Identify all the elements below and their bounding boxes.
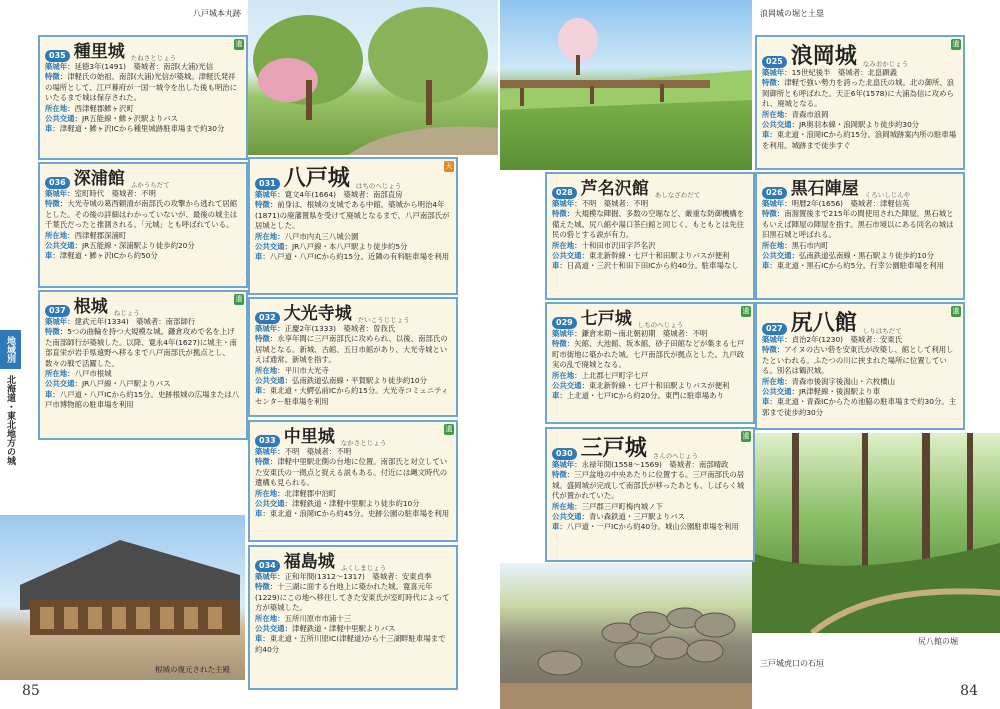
info-label: 公共交通： xyxy=(762,251,799,261)
castle-info-line xyxy=(255,509,451,519)
castle-header xyxy=(45,295,241,317)
castle-name: 福島城 xyxy=(283,552,335,572)
castle-header xyxy=(762,40,958,68)
castle-info-line xyxy=(255,232,451,242)
castle-info-line xyxy=(45,62,241,72)
castle-info-line xyxy=(255,447,451,457)
info-label: 築城年： xyxy=(762,68,792,77)
castle-card xyxy=(248,297,458,417)
info-value: 東北新幹線・七戸十和田駅よりバスが便利 xyxy=(588,381,730,391)
info-label: 所在地： xyxy=(552,370,582,380)
castle-info-line xyxy=(255,582,451,613)
castle-header xyxy=(762,307,958,335)
info-value: JR奥羽本線・浪岡駅より徒歩約30分 xyxy=(798,120,920,130)
info-label: 築城年： xyxy=(552,460,582,469)
info-value: JR八戸線・八戸駅よりバス xyxy=(81,379,171,389)
castle-tag-badge: 遺 xyxy=(952,40,960,48)
info-label: 公共交通： xyxy=(45,379,82,389)
caption-shirihachi: 尻八館の堀 xyxy=(918,637,958,646)
castle-reading: なかさとじょう xyxy=(340,439,387,447)
castle-info-line xyxy=(45,114,241,124)
castle-info-line xyxy=(255,634,451,655)
info-value: 青森市浪岡 xyxy=(791,109,829,119)
info-value: 平川市大光寺 xyxy=(284,365,329,375)
info-label: 公共交通： xyxy=(552,381,589,391)
castle-info-line xyxy=(45,104,241,114)
info-label: 車： xyxy=(762,397,777,407)
info-label: 所在地： xyxy=(255,231,285,241)
castle-info-line xyxy=(45,199,241,230)
info-value: 十和田市沢田字芦名沢 xyxy=(581,240,656,250)
info-value: 西津軽郡鰺ヶ沢町 xyxy=(74,103,134,113)
castle-number-badge: 025 xyxy=(762,56,787,68)
info-label: 特徴： xyxy=(45,327,68,337)
info-value: アイヌの古い砦を安東氏が改築し、館として利用したといわれる。ふたつの川に挟まれた場所に位置している。別名は鶴沢城。 xyxy=(762,345,954,376)
info-value: 八戸市根城 xyxy=(74,369,112,379)
castle-number-badge: 027 xyxy=(762,323,787,335)
castle-reading: あしなざわだて xyxy=(654,191,701,199)
info-label: 特徴： xyxy=(762,209,785,219)
castle-card xyxy=(248,157,458,295)
hall-illustration xyxy=(0,515,245,680)
info-value: 黒石市内町 xyxy=(791,240,829,250)
info-value: 津軽氏の始祖、南部(大浦)光信が築城。津軽氏発祥の場所として、江戸幕府が一国一城令を出した後も明治にいたるまで城は保存された。 xyxy=(45,72,238,103)
castle-tag-badge: 遺 xyxy=(742,307,750,315)
castle-info-line xyxy=(45,241,241,251)
castle-info-line xyxy=(762,377,958,387)
castle-name: 深浦館 xyxy=(73,169,125,189)
info-value: 5つの曲輪を持つ大規模な城。鎌倉攻めで名を上げた南部師行が築城した。以降、寛永4年(1627)に城主・南部直栄が岩手県遠野へ移るまで八戸南部氏が拠点とし、数々の戦で活躍した。 xyxy=(45,327,237,368)
castle-info-line xyxy=(552,241,748,251)
castle-info-line xyxy=(255,366,451,376)
castle-info-line xyxy=(45,369,241,379)
castle-info-line xyxy=(762,397,958,418)
castle-info-line xyxy=(762,78,958,109)
castle-info-line xyxy=(255,624,451,634)
castle-card xyxy=(755,172,965,300)
info-label: 車： xyxy=(45,124,60,134)
castle-info-line xyxy=(552,199,748,209)
info-label: 公共交通： xyxy=(255,624,292,634)
castle-info-line xyxy=(762,345,958,376)
castle-info-line xyxy=(255,457,451,488)
photo-shirihachi-moat xyxy=(752,433,1000,633)
info-value: 三戸郡三戸町梅内城ノ下 xyxy=(581,501,663,511)
info-label: 特徴： xyxy=(255,457,278,467)
info-label: 特徴： xyxy=(762,345,785,355)
castle-info-line xyxy=(762,261,958,271)
info-label: 特徴： xyxy=(552,339,575,349)
info-label: 特徴： xyxy=(255,582,278,592)
castle-number-badge: 031 xyxy=(255,178,280,190)
info-value: 東北道・大鰐弘前ICから約15分。大光寺コミュニティセンター駐車場を利用 xyxy=(255,386,449,406)
info-label: 築城年： xyxy=(255,572,285,581)
castle-header xyxy=(552,432,748,460)
photo-namioka-moat xyxy=(500,0,752,170)
info-label: 車： xyxy=(552,261,567,271)
info-label: 築城年： xyxy=(255,324,285,333)
info-value: 東北道・五所川原IC(津軽道)から十三湖畔駐車場まで約40分 xyxy=(255,634,446,654)
info-value: 津軽鉄道・津軽中里駅よりバス xyxy=(291,624,396,634)
castle-card xyxy=(545,172,755,300)
castle-number-badge: 036 xyxy=(45,177,70,189)
info-value: 青い森鉄道・三戸駅よりバス xyxy=(588,512,686,522)
info-label: 公共交通： xyxy=(552,251,589,261)
castle-info-line xyxy=(552,522,748,532)
info-label: 車： xyxy=(45,389,60,399)
castle-card xyxy=(38,290,248,440)
castle-card xyxy=(545,302,755,424)
castle-info-line xyxy=(45,327,241,369)
castle-info-line xyxy=(762,335,958,345)
info-label: 車： xyxy=(762,261,777,271)
castle-tag-badge: 遺 xyxy=(445,425,453,433)
stones-illustration xyxy=(500,563,752,709)
castle-info-line xyxy=(45,379,241,389)
castle-number-badge: 034 xyxy=(255,560,280,572)
info-label: 築城年： xyxy=(255,190,285,199)
info-value: 上北郡七戸町字七戸 xyxy=(581,370,649,380)
castle-tag-badge: 遺 xyxy=(742,432,750,440)
side-tab-area: 北海道・東北地方の城 xyxy=(5,375,15,465)
info-value: 津軽で強い勢力を誇った北畠氏の城。北の御所、浪岡御所とも呼ばれた。天正6年(1578)に大浦為信に攻められ、廃城となる。 xyxy=(762,78,955,109)
info-label: 築城年： xyxy=(552,199,582,208)
castle-info-line xyxy=(552,209,748,240)
info-label: 公共交通： xyxy=(762,120,799,130)
castle-tag-badge: 天 xyxy=(445,162,453,170)
info-label: 特徴： xyxy=(255,200,278,210)
info-label: 公共交通： xyxy=(552,512,589,522)
castle-info-line xyxy=(762,251,958,261)
info-label: 特徴： xyxy=(552,209,575,219)
info-value: JR津軽線・後潟駅より車 xyxy=(798,387,881,397)
info-value: 貞治2年(1230) 築城者：安東氏 xyxy=(791,335,903,344)
castle-reading: ふかうらだて xyxy=(130,181,170,189)
castle-info-line xyxy=(762,241,958,251)
info-value: 正和年間(1312～1317) 築城者：安東貞季 xyxy=(284,572,432,581)
castle-reading: たねさとじょう xyxy=(130,54,177,62)
info-value: 15世紀後半 築城者：北畠顕義 xyxy=(791,68,898,77)
side-tab-region[interactable]: 地域別 xyxy=(0,330,21,369)
info-value: 東北道・浪岡ICから約45分。史跡公園の駐車場を利用 xyxy=(269,509,450,519)
info-value: 大規模な陣掘、多数の空堀など、厳重な防御機構を備えた城。尻八館や湯口茶臼館と同じく、もともとは先住民の砦とする説が有力。 xyxy=(552,209,745,240)
castle-card xyxy=(545,427,755,562)
castle-name: 黒石陣屋 xyxy=(790,179,859,199)
info-label: 公共交通： xyxy=(255,499,292,509)
castle-info-line xyxy=(552,391,748,401)
castle-reading: ふくしまじょう xyxy=(340,564,387,572)
info-value: JR五能線・深浦駅より徒歩約20分 xyxy=(81,241,195,251)
info-label: 車： xyxy=(552,391,567,401)
info-label: 公共交通： xyxy=(762,387,799,397)
castle-name: 中里城 xyxy=(283,427,335,447)
castle-header xyxy=(255,425,451,447)
caption-namioka: 浪岡城の堀と土塁 xyxy=(760,9,824,18)
castle-info-line xyxy=(255,242,451,252)
castle-info-line xyxy=(552,329,748,339)
castle-card xyxy=(248,545,458,690)
castle-number-badge: 030 xyxy=(552,448,577,460)
castle-info-line xyxy=(552,371,748,381)
info-value: 五所川原市市浦十三 xyxy=(284,613,352,623)
info-value: 室町時代 築城者：不明 xyxy=(74,189,156,198)
info-value: 青森市後潟字後潟山・六枚橋山 xyxy=(791,376,896,386)
castle-header xyxy=(255,302,451,324)
castle-info-line xyxy=(255,386,451,407)
info-label: 車： xyxy=(255,634,270,644)
castle-info-line xyxy=(255,572,451,582)
info-value: 正慶2年(1333) 築城者：曽我氏 xyxy=(284,324,396,333)
castle-number-badge: 037 xyxy=(45,305,70,317)
info-value: 東北道・黒石ICから約5分。行幸公園駐車場を利用 xyxy=(776,261,945,271)
castle-info-line xyxy=(762,120,958,130)
castle-card xyxy=(38,35,248,160)
castle-name: 尻八館 xyxy=(790,310,857,336)
castle-reading: はちのへじょう xyxy=(355,182,402,190)
castle-name: 根城 xyxy=(73,297,108,317)
info-value: 大光寺城の葛西頼清が南部氏の攻撃から逃れて居館とした。その後の詳細はわかっていないが、最後の城主は千葉氏だったと推測される。「元城」とも呼ばれている。 xyxy=(45,199,238,230)
castle-name: 八戸城 xyxy=(283,165,350,191)
castle-name: 種里城 xyxy=(73,42,125,62)
info-label: 所在地： xyxy=(255,365,285,375)
info-value: 鎌倉末期～南北朝初期 築城者：不明 xyxy=(581,329,708,338)
info-value: 上北道・七戸ICから約20分。東門に駐車場あり xyxy=(566,391,724,401)
info-label: 所在地： xyxy=(762,376,792,386)
info-label: 所在地： xyxy=(552,501,582,511)
info-label: 築城年： xyxy=(762,335,792,344)
castle-info-line xyxy=(762,68,958,78)
info-value: 東北新幹線・七戸十和田駅よりバスが便利 xyxy=(588,251,730,261)
info-label: 車： xyxy=(762,130,777,140)
info-label: 公共交通： xyxy=(45,241,82,251)
caption-sannohe: 三戸城虎口の石垣 xyxy=(760,659,824,668)
info-label: 所在地： xyxy=(762,240,792,250)
photo-hachinohe-castle xyxy=(248,0,498,155)
info-label: 所在地： xyxy=(762,109,792,119)
castle-info-line xyxy=(255,334,451,365)
info-value: 永禄年間(1558～1569) 築城者：南部晴政 xyxy=(581,460,729,469)
info-label: 所在地： xyxy=(552,240,582,250)
info-value: 東北道・浪岡ICから約15分。浪岡城跡案内所の駐車場を利用。城跡まで徒歩すぐ xyxy=(762,130,957,150)
photo-nejo-main-hall xyxy=(0,515,245,680)
forest-illustration xyxy=(752,433,1000,633)
info-label: 公共交通： xyxy=(255,242,292,252)
castle-info-line xyxy=(552,512,748,522)
castle-name: 三戸城 xyxy=(580,435,647,461)
castle-info-line xyxy=(552,339,748,370)
page-number-left: 85 xyxy=(22,683,40,699)
info-value: 弘南鉄道弘南線・平賀駅より徒歩約10分 xyxy=(291,376,428,386)
info-value: 永享年間に三戸南部氏に攻められ、以後、南部氏の居城となる。新城、古館、五日市館があり、大光寺城といえば通常、新城を指す。 xyxy=(255,334,448,365)
castle-reading: なみおかじょう xyxy=(862,60,909,68)
castle-number-badge: 035 xyxy=(45,50,70,62)
info-value: 北津軽郡中泊町 xyxy=(284,488,337,498)
info-value: 明暦2年(1656) 築城者：津軽信英 xyxy=(791,199,910,208)
castle-info-line xyxy=(45,251,241,261)
castle-info-line xyxy=(762,199,958,209)
castle-reading: さんのへじょう xyxy=(652,452,699,460)
region-side-tab[interactable] xyxy=(0,330,22,471)
castle-number-badge: 032 xyxy=(255,312,280,324)
castle-info-line xyxy=(45,317,241,327)
info-label: 特徴： xyxy=(552,470,575,480)
caption-nejo: 根城の復元された主殿 xyxy=(155,665,230,674)
castle-info-line xyxy=(255,489,451,499)
castle-info-line xyxy=(255,614,451,624)
castle-number-badge: 033 xyxy=(255,435,280,447)
castle-card xyxy=(248,420,458,542)
castle-info-line xyxy=(255,252,451,262)
info-label: 車： xyxy=(255,386,270,396)
info-label: 特徴： xyxy=(762,78,785,88)
info-value: 西津軽郡深浦町 xyxy=(74,230,127,240)
info-value: 八戸道・八戸ICから約15分。近隣の有料駐車場を利用 xyxy=(269,252,450,262)
castle-info-line xyxy=(45,189,241,199)
info-value: 津軽鉄道・津軽中里駅より徒歩約10分 xyxy=(291,499,420,509)
castle-info-line xyxy=(45,72,241,103)
info-value: 南溜置後まで215年の間使用された陣屋。黒石城ともいえば陣屋の陣屋を指す。黒石市境以にある同名の城は旧黒石城と呼ばれる。 xyxy=(762,209,954,240)
info-label: 所在地： xyxy=(45,369,75,379)
castle-info-line xyxy=(552,460,748,470)
castle-reading: しりはちだて xyxy=(862,327,902,335)
castle-card xyxy=(755,302,965,430)
info-label: 築城年： xyxy=(762,199,792,208)
info-value: 十三湖に面する台地上に築かれた城。寛喜元年(1229)にこの地へ移住してきた安東氏が室町時代によって方が築城した。 xyxy=(255,582,450,613)
info-value: 東北道・青森ICからため池脇の駐車場まで約30分。主郭まで徒歩約30分 xyxy=(762,397,957,417)
photo-sannohe-stonewall xyxy=(500,563,752,709)
castle-header xyxy=(552,177,748,199)
castle-info-line xyxy=(45,124,241,134)
info-label: 築城年： xyxy=(45,62,75,71)
castle-name: 芦名沢館 xyxy=(580,179,649,199)
info-value: 不明 築城者：不明 xyxy=(581,199,649,208)
castle-card xyxy=(38,162,248,288)
info-label: 公共交通： xyxy=(255,376,292,386)
info-label: 築城年： xyxy=(45,317,75,326)
info-value: 八戸市内丸三八城公園 xyxy=(284,231,359,241)
castle-name: 浪岡城 xyxy=(790,43,857,69)
info-label: 築城年： xyxy=(552,329,582,338)
castle-reading: ねじょう xyxy=(113,309,140,317)
info-label: 所在地： xyxy=(45,103,75,113)
info-label: 公共交通： xyxy=(45,114,82,124)
info-value: 寛文4年(1664) 築城者：南部直房 xyxy=(284,190,403,199)
castle-info-line xyxy=(255,190,451,200)
info-value: JR八戸線・本八戸駅より徒歩約5分 xyxy=(291,242,408,252)
castle-header xyxy=(45,167,241,189)
castle-reading: しちのへじょう xyxy=(637,321,684,329)
castle-info-line xyxy=(45,231,241,241)
info-value: 延徳3年(1491) 築城者：南部(大浦)光信 xyxy=(74,62,214,71)
page-number-right: 84 xyxy=(960,683,978,699)
info-value: 日高道・三沢十和田下田ICから約40分。駐車場なし xyxy=(566,261,739,271)
castle-header xyxy=(255,162,451,190)
castle-info-line xyxy=(255,200,451,231)
castle-tag-badge: 遺 xyxy=(235,40,243,48)
castle-info-line xyxy=(45,390,241,411)
info-label: 車： xyxy=(255,252,270,262)
info-label: 特徴： xyxy=(45,199,68,209)
castle-info-line xyxy=(552,470,748,501)
castle-info-line xyxy=(255,376,451,386)
info-label: 特徴： xyxy=(45,72,68,82)
info-label: 所在地： xyxy=(255,613,285,623)
info-label: 所在地： xyxy=(255,488,285,498)
tree-illustration xyxy=(248,0,498,155)
info-value: 矢館、大池館、坂本館、砂子田館などが集まる七戸町市街地に築かれた城。七戸南部氏が拠点とした。九戸政実の乱で廃城となる。 xyxy=(552,339,745,370)
castle-header xyxy=(45,40,241,62)
castle-header xyxy=(255,550,451,572)
caption-hachinohe: 八戸城本丸跡 xyxy=(193,9,241,18)
info-label: 車： xyxy=(552,522,567,532)
info-value: 津軽中里駅北側の台地に位置。南部氏と対立していた安東氏の一拠点と捉える説もある。付近には縄文時代の遺構も見られる。 xyxy=(255,457,448,488)
info-value: 津軽道・鰺ヶ沢ICから種里城跡駐車場まで約30分 xyxy=(59,124,225,134)
info-label: 特徴： xyxy=(255,334,278,344)
castle-reading: だいこうじじょう xyxy=(357,316,410,324)
castle-card xyxy=(755,35,965,170)
info-value: 弘南鉄道弘南線・黒石駅より徒歩約10分 xyxy=(798,251,935,261)
castle-info-line xyxy=(552,381,748,391)
info-label: 車： xyxy=(255,509,270,519)
info-label: 車： xyxy=(45,251,60,261)
castle-header xyxy=(552,307,748,329)
castle-number-badge: 026 xyxy=(762,187,787,199)
castle-info-line xyxy=(762,130,958,151)
castle-name: 七戸城 xyxy=(580,309,632,329)
castle-number-badge: 028 xyxy=(552,187,577,199)
castle-info-line xyxy=(552,251,748,261)
info-value: 八戸道・一戸ICから約40分。城山公園駐車場を利用 xyxy=(566,522,739,532)
castle-info-line xyxy=(255,499,451,509)
castle-info-line xyxy=(552,502,748,512)
castle-name: 大光寺城 xyxy=(283,304,352,324)
castle-header xyxy=(762,177,958,199)
info-label: 築城年： xyxy=(255,447,285,456)
info-value: 前身は、根城の支城である中館。築城から明治4年(1871)の廃藩置県を受けて廃城となるまで、八戸南部氏が居城とした。 xyxy=(255,200,450,231)
info-value: 八戸道・八戸ICから約15分。史跡根城の広場または八戸市博物館の駐車場を利用 xyxy=(45,389,240,410)
info-value: 不明 築城者：不明 xyxy=(284,447,352,456)
info-value: JR五能線・鰺ヶ沢駅よりバス xyxy=(81,114,178,124)
info-value: 建武元年(1334) 築城者：南部師行 xyxy=(74,317,196,326)
info-label: 築城年： xyxy=(45,189,75,198)
castle-tag-badge: 遺 xyxy=(235,295,243,303)
castle-info-line xyxy=(762,387,958,397)
castle-info-line xyxy=(762,110,958,120)
castle-tag-badge: 遺 xyxy=(952,307,960,315)
castle-info-line xyxy=(552,261,748,271)
info-label: 所在地： xyxy=(45,230,75,240)
castle-number-badge: 029 xyxy=(552,317,577,329)
info-value: 三戸盆地の中央あたりに位置する。三戸南部氏の居城。盛岡城が完成して南部氏が移ったあとも、しばらく城代が置かれていた。 xyxy=(552,470,745,501)
castle-info-line xyxy=(762,209,958,240)
bridge-illustration xyxy=(500,0,752,170)
castle-info-line xyxy=(255,324,451,334)
info-value: 津軽道・鰺ヶ沢ICから約50分 xyxy=(59,251,158,261)
castle-reading: くろいしじんや xyxy=(864,191,911,199)
